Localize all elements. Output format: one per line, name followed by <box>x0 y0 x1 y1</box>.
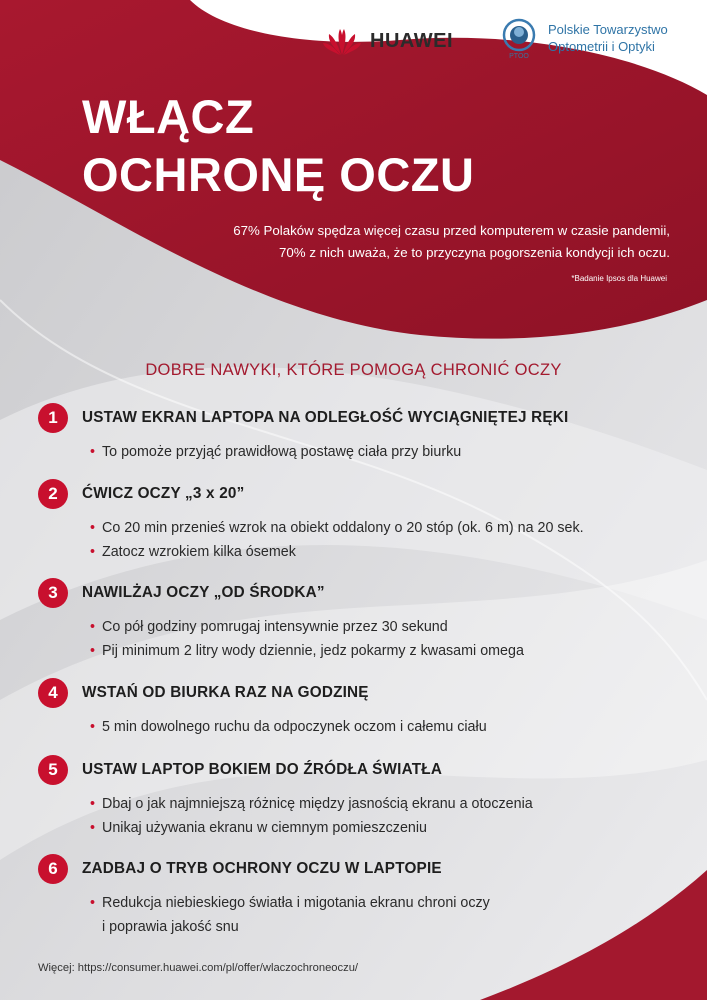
ptoo-name <box>548 21 668 55</box>
footer-label: Więcej: <box>38 962 75 974</box>
step-number-badge: 2 <box>38 479 68 509</box>
bullet-text: Co 20 min przenieś wzrok na obiekt oddalony o 20 stóp (ok. 6 m) na 20 sek. <box>102 520 584 536</box>
step-header <box>38 854 688 884</box>
bullet-item <box>90 715 688 739</box>
step-number-badge: 6 <box>38 854 68 884</box>
bullet-text: Unikaj używania ekranu w ciemnym pomieszczeniu <box>102 820 427 836</box>
bullet-item <box>90 540 688 564</box>
ptoo-logo <box>500 18 668 60</box>
bullet-item <box>90 615 688 639</box>
step-number-badge: 5 <box>38 755 68 785</box>
step-header <box>38 578 688 608</box>
bullet-item <box>90 915 688 939</box>
huawei-logo <box>322 22 453 60</box>
bullet-text: To pomoże przyjąć prawidłową postawę ciała przy biurku <box>102 444 462 460</box>
step-header <box>38 479 688 509</box>
ptoo-name-line: Polskie Towarzystwo <box>548 22 668 37</box>
ptoo-abbreviation: PTOO <box>509 53 529 60</box>
step-title: WSTAŃ OD BIURKA RAZ NA GODZINĘ <box>82 684 369 701</box>
title-line: OCHRONĘ OCZU <box>82 148 475 201</box>
step-bullets <box>38 715 688 739</box>
ptoo-eye-icon <box>502 18 536 52</box>
bullet-item <box>90 816 688 840</box>
habit-step-5 <box>38 755 688 840</box>
page-title <box>82 88 474 204</box>
ptoo-mark <box>500 18 538 60</box>
bullet-dot-icon: • <box>90 520 96 536</box>
bullet-text: Zatocz wzrokiem kilka ósemek <box>102 544 296 560</box>
habit-step-2 <box>38 479 688 564</box>
bullet-item <box>90 891 688 915</box>
title-line: WŁĄCZ <box>82 90 255 143</box>
step-header <box>38 403 688 433</box>
step-bullets <box>38 440 688 464</box>
step-title: NAWILŻAJ OCZY „OD ŚRODKA” <box>82 584 325 601</box>
stat-line: 67% Polaków spędza więcej czasu przed komputerem w czasie pandemii, <box>233 223 670 238</box>
step-bullets <box>38 615 688 663</box>
bullet-dot-icon: • <box>90 444 96 460</box>
bullet-item <box>90 516 688 540</box>
habit-step-1 <box>38 403 688 464</box>
bullet-text: Redukcja niebieskiego światła i migotania ekranu chroni oczy <box>102 895 490 911</box>
bullet-dot-icon: • <box>90 796 96 812</box>
survey-footnote: *Badanie Ipsos dla Huawei <box>571 274 667 283</box>
bullet-text: Co pół godziny pomrugaj intensywnie przez 30 sekund <box>102 619 448 635</box>
bullet-continuation-text: i poprawia jakość snu <box>102 919 239 935</box>
bullet-item <box>90 440 688 464</box>
habit-step-4 <box>38 678 688 739</box>
step-title: ZADBAJ O TRYB OCHRONY OCZU W LAPTOPIE <box>82 860 442 877</box>
bullet-dot-icon: • <box>90 820 96 836</box>
huawei-flower-icon <box>322 26 362 56</box>
survey-statistic <box>160 220 670 264</box>
step-number-badge: 4 <box>38 678 68 708</box>
section-subtitle: DOBRE NAWYKI, KTÓRE POMOGĄ CHRONIĆ OCZY <box>145 361 562 379</box>
bullet-dot-icon: • <box>90 719 96 735</box>
step-number-badge: 3 <box>38 578 68 608</box>
huawei-wordmark: HUAWEI <box>370 29 453 52</box>
bullet-text: Dbaj o jak najmniejszą różnicę między jasnością ekranu a otoczenia <box>102 796 533 812</box>
step-bullets <box>38 792 688 840</box>
step-title: USTAW EKRAN LAPTOPA NA ODLEGŁOŚĆ WYCIĄGNIĘTEJ RĘKI <box>82 409 569 426</box>
footer-link[interactable]: https://consumer.huawei.com/pl/offer/wlaczochroneoczu/ <box>77 962 359 974</box>
bullet-text: Pij minimum 2 litry wody dziennie, jedz pokarmy z kwasami omega <box>102 643 524 659</box>
bullet-dot-icon: • <box>90 619 96 635</box>
bullet-text: 5 min dowolnego ruchu da odpoczynek oczom i całemu ciału <box>102 719 487 735</box>
step-bullets <box>38 516 688 564</box>
stat-line: 70% z nich uważa, że to przyczyna pogorszenia kondycji ich oczu. <box>279 245 670 260</box>
bullet-item <box>90 792 688 816</box>
step-title: ĆWICZ OCZY „3 x 20” <box>82 485 245 502</box>
bullet-item <box>90 639 688 663</box>
habit-step-3 <box>38 578 688 663</box>
habit-step-6 <box>38 854 688 939</box>
ptoo-name-line: Optometrii i Optyki <box>548 39 655 54</box>
step-number-badge: 1 <box>38 403 68 433</box>
bullet-dot-icon: • <box>90 895 96 911</box>
bullet-dot-icon: • <box>90 544 96 560</box>
step-title: USTAW LAPTOP BOKIEM DO ŹRÓDŁA ŚWIATŁA <box>82 761 443 778</box>
step-header <box>38 678 688 708</box>
footer <box>38 962 358 974</box>
step-bullets <box>38 891 688 939</box>
bullet-dot-icon: • <box>90 643 96 659</box>
step-header <box>38 755 688 785</box>
